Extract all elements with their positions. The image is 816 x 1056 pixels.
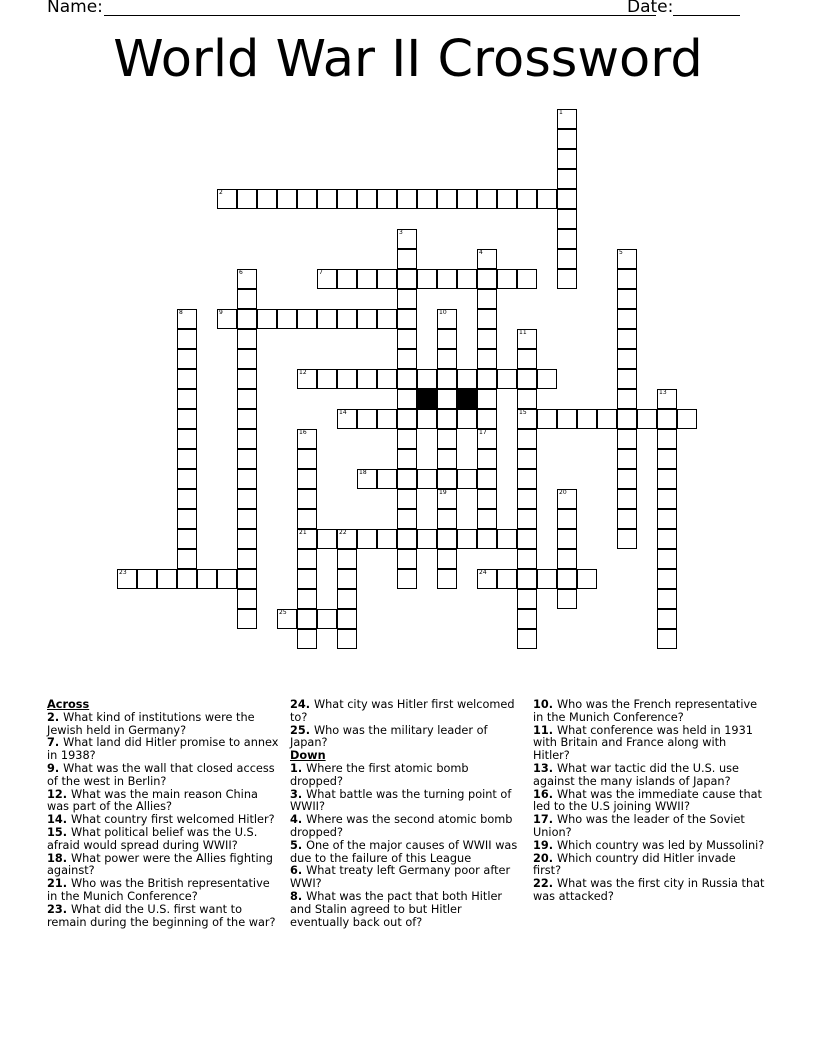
grid-cell[interactable] bbox=[437, 309, 457, 329]
clue-number: 16 bbox=[299, 429, 307, 436]
grid-cell[interactable] bbox=[237, 269, 257, 289]
grid-cell[interactable] bbox=[477, 509, 497, 529]
grid-cell[interactable] bbox=[177, 409, 197, 429]
date-label: Date: bbox=[627, 0, 674, 17]
grid-cell[interactable] bbox=[657, 549, 677, 569]
grid-cell[interactable] bbox=[177, 549, 197, 569]
grid-cell[interactable] bbox=[297, 469, 317, 489]
clue-number: 10 bbox=[439, 309, 447, 316]
grid-cell[interactable] bbox=[397, 229, 417, 249]
across-clue: 14. What country first welcomed Hitler? bbox=[47, 813, 275, 827]
grid-cell[interactable] bbox=[337, 189, 357, 209]
grid-cell[interactable] bbox=[397, 509, 417, 529]
grid-cell[interactable] bbox=[477, 249, 497, 269]
clue-number: 15 bbox=[519, 409, 527, 416]
down-clue: 17. Who was the leader of the Soviet Union? bbox=[533, 813, 745, 839]
grid-cell[interactable] bbox=[377, 529, 397, 549]
grid-cell[interactable] bbox=[257, 309, 277, 329]
grid-cell[interactable] bbox=[437, 329, 457, 349]
grid-cell[interactable] bbox=[457, 469, 477, 489]
across-clue: 9. What was the wall that closed access of the west in Berlin? bbox=[47, 761, 275, 788]
across-clue: 25. Who was the military leader of Japan? bbox=[290, 723, 488, 750]
black-cell bbox=[457, 389, 477, 409]
grid-cell[interactable] bbox=[377, 309, 397, 329]
down-clue: 20. Which country did Hitler invade first? bbox=[533, 851, 736, 878]
grid-cell[interactable] bbox=[297, 489, 317, 509]
grid-cell[interactable] bbox=[457, 529, 477, 549]
grid-cell[interactable] bbox=[617, 329, 637, 349]
grid-cell[interactable] bbox=[477, 529, 497, 549]
clue-number: 6 bbox=[239, 269, 243, 276]
grid-cell[interactable] bbox=[357, 309, 377, 329]
grid-cell[interactable] bbox=[337, 269, 357, 289]
grid-cell[interactable] bbox=[337, 609, 357, 629]
across-clue: 15. What political belief was the U.S. afraid would spread during WWII? bbox=[47, 825, 258, 852]
grid-cell[interactable] bbox=[617, 409, 637, 429]
grid-cell[interactable] bbox=[437, 449, 457, 469]
clue-number: 13 bbox=[659, 389, 667, 396]
grid-cell[interactable] bbox=[277, 609, 297, 629]
grid-cell[interactable] bbox=[477, 349, 497, 369]
grid-cell[interactable] bbox=[397, 529, 417, 549]
down-clue: 8. What was the pact that both Hitler and Stalin agreed to but Hitler eventually back out of? bbox=[290, 889, 503, 929]
clue-number: 21 bbox=[299, 529, 307, 536]
grid-cell[interactable] bbox=[317, 309, 337, 329]
grid-cell[interactable] bbox=[657, 569, 677, 589]
grid-cell[interactable] bbox=[177, 569, 197, 589]
across-clue: 12. What was the main reason China was part of the Allies? bbox=[47, 787, 258, 814]
grid-cell[interactable] bbox=[477, 409, 497, 429]
grid-cell[interactable] bbox=[177, 509, 197, 529]
clue-number: 8 bbox=[179, 309, 183, 316]
grid-cell[interactable] bbox=[417, 529, 437, 549]
grid-cell[interactable] bbox=[397, 449, 417, 469]
grid-cell[interactable] bbox=[557, 589, 577, 609]
clue-number: 22 bbox=[339, 529, 347, 536]
grid-cell[interactable] bbox=[497, 569, 517, 589]
grid-cell[interactable] bbox=[557, 569, 577, 589]
grid-cell[interactable] bbox=[317, 189, 337, 209]
grid-cell[interactable] bbox=[237, 369, 257, 389]
grid-cell[interactable] bbox=[357, 469, 377, 489]
grid-cell[interactable] bbox=[377, 409, 397, 429]
grid-cell[interactable] bbox=[437, 569, 457, 589]
grid-cell[interactable] bbox=[517, 569, 537, 589]
grid-cell[interactable] bbox=[237, 529, 257, 549]
grid-cell[interactable] bbox=[217, 189, 237, 209]
grid-cell[interactable] bbox=[337, 549, 357, 569]
grid-cell[interactable] bbox=[177, 369, 197, 389]
clue-number: 4 bbox=[479, 249, 483, 256]
grid-cell[interactable] bbox=[177, 529, 197, 549]
grid-cell[interactable] bbox=[437, 349, 457, 369]
grid-cell[interactable] bbox=[437, 389, 457, 409]
grid-cell[interactable] bbox=[497, 269, 517, 289]
grid-cell[interactable] bbox=[357, 189, 377, 209]
grid-cell[interactable] bbox=[357, 369, 377, 389]
clue-number: 14 bbox=[339, 409, 347, 416]
grid-cell[interactable] bbox=[397, 429, 417, 449]
clue-number: 9 bbox=[219, 309, 223, 316]
clue-number: 11 bbox=[519, 329, 527, 336]
grid-cell[interactable] bbox=[537, 369, 557, 389]
clue-number: 20 bbox=[559, 489, 567, 496]
grid-cell[interactable] bbox=[557, 549, 577, 569]
down-clue: 16. What was the immediate cause that led to the U.S joining WWII? bbox=[533, 787, 762, 814]
grid-cell[interactable] bbox=[437, 189, 457, 209]
grid-cell[interactable] bbox=[477, 489, 497, 509]
grid-cell[interactable] bbox=[257, 189, 277, 209]
black-cell bbox=[417, 389, 437, 409]
across-clue: 18. What power were the Allies fighting against? bbox=[47, 851, 273, 878]
grid-cell[interactable] bbox=[237, 569, 257, 589]
grid-cell[interactable] bbox=[297, 569, 317, 589]
grid-cell[interactable] bbox=[297, 549, 317, 569]
grid-cell[interactable] bbox=[477, 389, 497, 409]
grid-cell[interactable] bbox=[457, 269, 477, 289]
grid-cell[interactable] bbox=[557, 109, 577, 129]
grid-cell[interactable] bbox=[237, 389, 257, 409]
grid-cell[interactable] bbox=[657, 529, 677, 549]
grid-cell[interactable] bbox=[517, 529, 537, 549]
grid-cell[interactable] bbox=[237, 549, 257, 569]
clue-number: 23 bbox=[119, 569, 127, 576]
grid-cell[interactable] bbox=[237, 449, 257, 469]
grid-cell[interactable] bbox=[437, 469, 457, 489]
grid-cell[interactable] bbox=[477, 269, 497, 289]
grid-cell[interactable] bbox=[597, 409, 617, 429]
grid-cell[interactable] bbox=[437, 429, 457, 449]
down-clue: 10. Who was the French representative in the Munich Conference? bbox=[533, 698, 758, 724]
grid-cell[interactable] bbox=[417, 469, 437, 489]
grid-cell[interactable] bbox=[177, 309, 197, 329]
grid-cell[interactable] bbox=[517, 329, 537, 349]
grid-cell[interactable] bbox=[557, 229, 577, 249]
grid-cell[interactable] bbox=[417, 269, 437, 289]
grid-cell[interactable] bbox=[357, 269, 377, 289]
grid-cell[interactable] bbox=[297, 189, 317, 209]
grid-cell[interactable] bbox=[477, 469, 497, 489]
clue-column-3 bbox=[533, 699, 765, 904]
grid-cell[interactable] bbox=[617, 349, 637, 369]
grid-cell[interactable] bbox=[417, 189, 437, 209]
grid-cell[interactable] bbox=[577, 409, 597, 429]
grid-cell[interactable] bbox=[557, 489, 577, 509]
grid-cell[interactable] bbox=[337, 589, 357, 609]
grid-cell[interactable] bbox=[617, 289, 637, 309]
grid-cell[interactable] bbox=[177, 429, 197, 449]
clue-number: 3 bbox=[399, 229, 403, 236]
grid-cell[interactable] bbox=[657, 469, 677, 489]
grid-cell[interactable] bbox=[637, 409, 657, 429]
grid-cell[interactable] bbox=[397, 189, 417, 209]
clue-number: 12 bbox=[299, 369, 307, 376]
grid-cell[interactable] bbox=[177, 469, 197, 489]
grid-cell[interactable] bbox=[477, 569, 497, 589]
grid-cell[interactable] bbox=[237, 609, 257, 629]
grid-cell[interactable] bbox=[657, 509, 677, 529]
grid-cell[interactable] bbox=[277, 189, 297, 209]
grid-cell[interactable] bbox=[457, 369, 477, 389]
grid-cell[interactable] bbox=[397, 389, 417, 409]
grid-cell[interactable] bbox=[617, 489, 637, 509]
grid-cell[interactable] bbox=[477, 309, 497, 329]
down-clue: 6. What treaty left Germany poor after WWI? bbox=[290, 864, 511, 891]
grid-cell[interactable] bbox=[297, 589, 317, 609]
grid-cell[interactable] bbox=[297, 629, 317, 649]
grid-cell[interactable] bbox=[177, 449, 197, 469]
down-clue: 4. Where was the second atomic bomb dropped? bbox=[290, 813, 513, 839]
grid-cell[interactable] bbox=[237, 429, 257, 449]
grid-cell[interactable] bbox=[617, 389, 637, 409]
grid-cell[interactable] bbox=[237, 329, 257, 349]
grid-cell[interactable] bbox=[497, 189, 517, 209]
grid-cell[interactable] bbox=[357, 409, 377, 429]
grid-cell[interactable] bbox=[457, 409, 477, 429]
grid-cell[interactable] bbox=[617, 369, 637, 389]
across-clue: 21. Who was the British representative in the Munich Conference? bbox=[47, 877, 270, 903]
grid-cell[interactable] bbox=[617, 309, 637, 329]
clue-number: 17 bbox=[479, 429, 487, 436]
grid-cell[interactable] bbox=[517, 469, 537, 489]
grid-cell[interactable] bbox=[497, 369, 517, 389]
grid-cell[interactable] bbox=[437, 269, 457, 289]
across-clue: 2. What kind of institutions were the Jewish held in Germany? bbox=[47, 710, 255, 737]
grid-cell[interactable] bbox=[517, 489, 537, 509]
grid-cell[interactable] bbox=[377, 189, 397, 209]
clue-number: 19 bbox=[439, 489, 447, 496]
grid-cell[interactable] bbox=[297, 449, 317, 469]
across-clue: 23. What did the U.S. first want to remain during the beginning of the war? bbox=[47, 902, 276, 929]
grid-cell[interactable] bbox=[337, 369, 357, 389]
grid-cell[interactable] bbox=[177, 329, 197, 349]
clue-number: 18 bbox=[359, 469, 367, 476]
grid-cell[interactable] bbox=[297, 429, 317, 449]
grid-cell[interactable] bbox=[177, 489, 197, 509]
grid-cell[interactable] bbox=[557, 189, 577, 209]
grid-cell[interactable] bbox=[237, 589, 257, 609]
clue-column-1 bbox=[47, 699, 279, 929]
grid-cell[interactable] bbox=[397, 329, 417, 349]
grid-cell[interactable] bbox=[297, 609, 317, 629]
grid-cell[interactable] bbox=[457, 189, 477, 209]
grid-cell[interactable] bbox=[317, 529, 337, 549]
grid-cell[interactable] bbox=[337, 309, 357, 329]
grid-cell[interactable] bbox=[657, 449, 677, 469]
grid-cell[interactable] bbox=[557, 209, 577, 229]
grid-cell[interactable] bbox=[397, 349, 417, 369]
down-clue: 13. What war tactic did the U.S. use against the many islands of Japan? bbox=[533, 761, 739, 788]
grid-cell[interactable] bbox=[337, 569, 357, 589]
grid-cell[interactable] bbox=[277, 309, 297, 329]
grid-cell[interactable] bbox=[557, 169, 577, 189]
grid-cell[interactable] bbox=[617, 449, 637, 469]
grid-cell[interactable] bbox=[537, 569, 557, 589]
clue-number: 25 bbox=[279, 609, 287, 616]
grid-cell[interactable] bbox=[237, 509, 257, 529]
grid-cell[interactable] bbox=[517, 509, 537, 529]
clue-number: 24 bbox=[479, 569, 487, 576]
grid-cell[interactable] bbox=[617, 469, 637, 489]
grid-cell[interactable] bbox=[437, 489, 457, 509]
grid-cell[interactable] bbox=[297, 309, 317, 329]
grid-cell[interactable] bbox=[517, 369, 537, 389]
grid-cell[interactable] bbox=[557, 529, 577, 549]
clue-number: 2 bbox=[219, 189, 223, 196]
grid-cell[interactable] bbox=[297, 369, 317, 389]
grid-cell[interactable] bbox=[237, 489, 257, 509]
grid-cell[interactable] bbox=[517, 629, 537, 649]
grid-cell[interactable] bbox=[397, 489, 417, 509]
grid-cell[interactable] bbox=[337, 409, 357, 429]
grid-cell[interactable] bbox=[477, 449, 497, 469]
clue-column-2 bbox=[290, 699, 522, 929]
grid-cell[interactable] bbox=[397, 549, 417, 569]
grid-cell[interactable] bbox=[617, 429, 637, 449]
grid-cell[interactable] bbox=[557, 269, 577, 289]
grid-cell[interactable] bbox=[657, 429, 677, 449]
down-clue: 11. What conference was held in 1931 with Britain and France along with Hitler? bbox=[533, 723, 753, 763]
grid-cell[interactable] bbox=[497, 529, 517, 549]
grid-cell[interactable] bbox=[177, 389, 197, 409]
grid-cell[interactable] bbox=[537, 409, 557, 429]
grid-cell[interactable] bbox=[337, 629, 357, 649]
grid-cell[interactable] bbox=[177, 349, 197, 369]
grid-cell[interactable] bbox=[237, 189, 257, 209]
down-clue: 3. What battle was the turning point of WWII? bbox=[290, 787, 512, 814]
grid-cell[interactable] bbox=[557, 409, 577, 429]
grid-cell[interactable] bbox=[477, 289, 497, 309]
grid-cell[interactable] bbox=[157, 569, 177, 589]
grid-cell[interactable] bbox=[657, 409, 677, 429]
grid-cell[interactable] bbox=[477, 329, 497, 349]
grid-cell[interactable] bbox=[237, 469, 257, 489]
grid-cell[interactable] bbox=[657, 629, 677, 649]
page-title: World War II Crossword bbox=[113, 30, 703, 89]
grid-cell[interactable] bbox=[677, 409, 697, 429]
down-clue: 5. One of the major causes of WWII was due to the failure of this League bbox=[290, 838, 518, 865]
clue-number: 1 bbox=[559, 109, 563, 116]
grid-cell[interactable] bbox=[537, 189, 557, 209]
grid-cell[interactable] bbox=[437, 549, 457, 569]
grid-cell[interactable] bbox=[217, 569, 237, 589]
grid-cell[interactable] bbox=[297, 509, 317, 529]
grid-cell[interactable] bbox=[557, 149, 577, 169]
clue-number: 5 bbox=[619, 249, 623, 256]
grid-cell[interactable] bbox=[397, 409, 417, 429]
grid-cell[interactable] bbox=[557, 509, 577, 529]
grid-cell[interactable] bbox=[477, 369, 497, 389]
grid-cell[interactable] bbox=[517, 589, 537, 609]
grid-cell[interactable] bbox=[397, 569, 417, 589]
grid-cell[interactable] bbox=[117, 569, 137, 589]
grid-cell[interactable] bbox=[517, 609, 537, 629]
grid-cell[interactable] bbox=[517, 389, 537, 409]
grid-cell[interactable] bbox=[417, 369, 437, 389]
grid-cell[interactable] bbox=[617, 249, 637, 269]
down-clue: 1. Where the first atomic bomb dropped? bbox=[290, 761, 469, 788]
grid-cell[interactable] bbox=[657, 609, 677, 629]
grid-cell[interactable] bbox=[197, 569, 217, 589]
grid-cell[interactable] bbox=[557, 249, 577, 269]
grid-cell[interactable] bbox=[657, 389, 677, 409]
grid-cell[interactable] bbox=[237, 409, 257, 429]
grid-cell[interactable] bbox=[317, 609, 337, 629]
grid-cell[interactable] bbox=[297, 529, 317, 549]
grid-cell[interactable] bbox=[397, 249, 417, 269]
grid-cell[interactable] bbox=[417, 409, 437, 429]
grid-cell[interactable] bbox=[437, 529, 457, 549]
grid-cell[interactable] bbox=[517, 349, 537, 369]
grid-cell[interactable] bbox=[237, 309, 257, 329]
grid-cell[interactable] bbox=[237, 349, 257, 369]
grid-cell[interactable] bbox=[317, 369, 337, 389]
grid-cell[interactable] bbox=[617, 269, 637, 289]
clue-number: 7 bbox=[319, 269, 323, 276]
down-clue: 19. Which country was led by Mussolini? bbox=[533, 838, 765, 852]
grid-cell[interactable] bbox=[317, 269, 337, 289]
grid-cell[interactable] bbox=[657, 489, 677, 509]
grid-cell[interactable] bbox=[377, 469, 397, 489]
grid-cell[interactable] bbox=[617, 509, 637, 529]
grid-cell[interactable] bbox=[517, 449, 537, 469]
grid-cell[interactable] bbox=[397, 289, 417, 309]
grid-cell[interactable] bbox=[557, 129, 577, 149]
grid-cell[interactable] bbox=[397, 269, 417, 289]
down-heading: Down bbox=[290, 749, 326, 763]
grid-cell[interactable] bbox=[517, 429, 537, 449]
grid-cell[interactable] bbox=[217, 309, 237, 329]
grid-cell[interactable] bbox=[617, 529, 637, 549]
grid-cell[interactable] bbox=[237, 289, 257, 309]
grid-cell[interactable] bbox=[657, 589, 677, 609]
grid-cell[interactable] bbox=[377, 369, 397, 389]
grid-cell[interactable] bbox=[397, 309, 417, 329]
across-clue: 7. What land did Hitler promise to annex in 1938? bbox=[47, 736, 279, 763]
grid-cell[interactable] bbox=[517, 269, 537, 289]
grid-cell[interactable] bbox=[397, 469, 417, 489]
grid-cell[interactable] bbox=[397, 369, 417, 389]
grid-cell[interactable] bbox=[437, 509, 457, 529]
grid-cell[interactable] bbox=[357, 529, 377, 549]
down-clue: 22. What was the first city in Russia that was attacked? bbox=[533, 877, 765, 903]
across-heading: Across bbox=[47, 698, 90, 711]
across-clue: 24. What city was Hitler first welcomed to? bbox=[290, 698, 515, 724]
grid-cell[interactable] bbox=[477, 429, 497, 449]
grid-cell[interactable] bbox=[517, 189, 537, 209]
grid-cell[interactable] bbox=[477, 189, 497, 209]
grid-cell[interactable] bbox=[377, 269, 397, 289]
grid-cell[interactable] bbox=[577, 569, 597, 589]
grid-cell[interactable] bbox=[517, 549, 537, 569]
grid-cell[interactable] bbox=[517, 409, 537, 429]
grid-cell[interactable] bbox=[437, 369, 457, 389]
name-label: Name: bbox=[47, 0, 103, 17]
grid-cell[interactable] bbox=[137, 569, 157, 589]
grid-cell[interactable] bbox=[337, 529, 357, 549]
grid-cell[interactable] bbox=[437, 409, 457, 429]
